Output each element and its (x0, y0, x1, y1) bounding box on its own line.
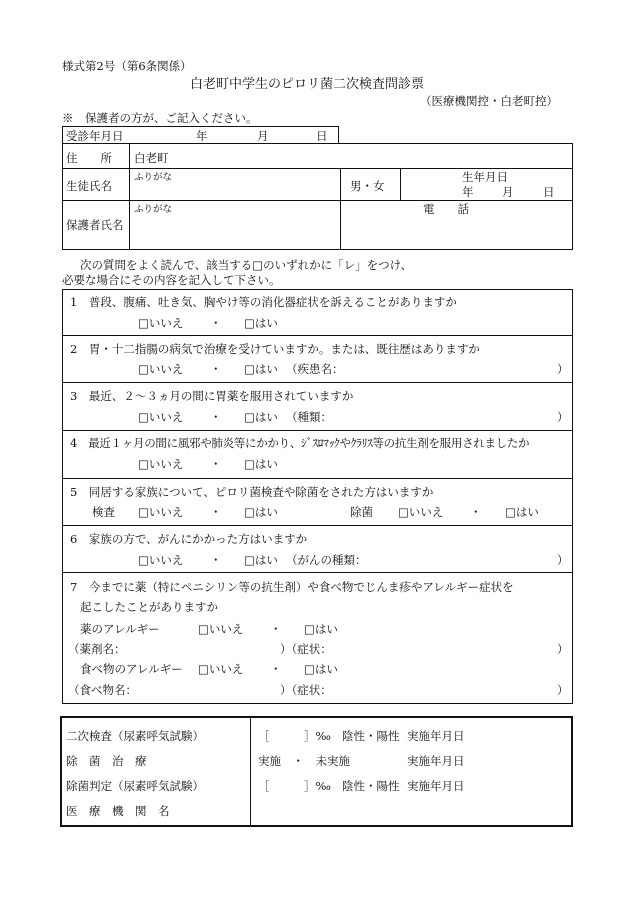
q6-dot: ・ (210, 553, 222, 567)
eradication-check-label: 除菌判定（尿素呼気試験） (66, 779, 204, 793)
q5-exam-dot: ・ (210, 505, 222, 519)
q7-food-dot: ・ (270, 662, 282, 676)
address-value[interactable]: 白老町 (134, 151, 169, 165)
q7-drug-dot: ・ (270, 622, 282, 636)
q7-text-2: 起こしたことがありますか (80, 600, 218, 614)
page-title: 白老町中学生のピロリ菌二次検査問診票 (190, 77, 425, 92)
q3-yes[interactable]: □はい (244, 410, 278, 424)
instruction-line-2: 必要な場合にその内容を記入して下さい。 (62, 273, 281, 287)
birth-day: 日 (543, 185, 555, 199)
address-label: 住 所 (66, 151, 112, 165)
urea-test-date: 実施年月日 (407, 729, 465, 743)
form-number: 様式第2号（第6条関係） (62, 59, 192, 73)
q2-dot: ・ (210, 362, 222, 376)
q2-text: 2 胃・十二指腸の病気で治療を受けていますか。または、既往歴はありますか (70, 342, 480, 356)
q7-food-name-label: （食べ物名： (68, 683, 137, 697)
q7-text-1: 7 今までに薬（特にペニシリン等の抗生剤）や食べ物でじんま疹やアレルギー症状を (70, 580, 514, 594)
q4-yes[interactable]: □はい (244, 457, 278, 471)
birth-label: 生年月日 (462, 170, 508, 184)
q7-drug-name-label: （薬剤名： (68, 642, 126, 656)
eradication-label: 除 菌 治 療 (66, 754, 147, 768)
q1-dot: ・ (210, 316, 222, 330)
q2-close-paren: ） (557, 362, 569, 376)
q5-erad-label: 除菌 (350, 505, 373, 519)
urea-test-value[interactable]: ［ ］‰ (258, 729, 331, 743)
q3-close-paren: ） (557, 410, 569, 424)
student-name-label: 生徒氏名 (66, 179, 112, 193)
urea-test-label: 二次検査（尿素呼気試験） (66, 729, 204, 743)
q2-yes[interactable]: □はい (244, 362, 278, 376)
birth-year: 年 (462, 185, 474, 199)
q7-food-symptom-label: ）（症状： (280, 683, 332, 697)
q2-no[interactable]: □いいえ (138, 362, 184, 376)
q5-exam-no[interactable]: □いいえ (138, 505, 184, 519)
q7-food-yes[interactable]: □はい (304, 662, 338, 676)
q7-drug-close-paren: ） (557, 642, 569, 656)
q7-food-label: 食べ物のアレルギー (80, 662, 183, 676)
notice: ※ 保護者の方が、ご記入ください。 (62, 111, 258, 125)
exam-date-day: 日 (316, 129, 328, 143)
q1-text: 1 普段、腹痛、吐き気、胸やけ等の消化器症状を訴えることがありますか (70, 295, 457, 309)
q7-food-no[interactable]: □いいえ (198, 662, 244, 676)
q6-yes[interactable]: □はい (244, 553, 278, 567)
q6-close-paren: ） (557, 553, 569, 567)
q4-no[interactable]: □いいえ (138, 457, 184, 471)
exam-date-label: 受診年月日 (66, 129, 124, 143)
q6-text: 6 家族の方で、がんにかかった方はいますか (70, 532, 308, 546)
institution-label: 医 療 機 関 名 (66, 804, 170, 818)
q6-no[interactable]: □いいえ (138, 553, 184, 567)
q7-drug-symptom-label: ）（症状： (280, 642, 332, 656)
instruction-line-1: 次の質問をよく読んで、該当する□のいずれかに「レ」をつけ、 (80, 258, 413, 272)
q7-drug-yes[interactable]: □はい (304, 622, 338, 636)
eradication-date: 実施年月日 (407, 754, 465, 768)
q5-erad-yes[interactable]: □はい (505, 505, 539, 519)
eradication-check-value[interactable]: ［ ］‰ (258, 779, 331, 793)
q4-text: 4 最近１ヶ月の間に風邪や肺炎等にかかり、ｼﾞｽﾛﾏｯｸやｸﾗﾘｽ等の抗生剤を服用されましたか (70, 436, 530, 450)
student-furigana: ふりがな (134, 172, 173, 183)
urea-test-result[interactable]: 陰性・陽性 (342, 729, 400, 743)
q5-erad-dot: ・ (470, 505, 482, 519)
q7-drug-no[interactable]: □いいえ (198, 622, 244, 636)
eradication-check-date: 実施年月日 (407, 779, 465, 793)
q7-food-close-paren: ） (557, 683, 569, 697)
phone-label: 電 話 (423, 202, 469, 216)
guardian-name-label: 保護者氏名 (66, 218, 124, 232)
q1-yes[interactable]: □はい (244, 316, 278, 330)
exam-date-month: 月 (257, 129, 269, 143)
student-sex[interactable]: 男・女 (350, 179, 385, 193)
q5-text: 5 同居する家族について、ピロリ菌検査や除菌をされた方はいますか (70, 485, 434, 499)
q5-erad-no[interactable]: □いいえ (398, 505, 444, 519)
q3-dot: ・ (210, 410, 222, 424)
eradication-check-result[interactable]: 陰性・陽性 (342, 779, 400, 793)
q3-text: 3 最近、２～３ヵ月の間に胃薬を服用されていますか (70, 389, 354, 403)
q1-no[interactable]: □いいえ (138, 316, 184, 330)
q3-no[interactable]: □いいえ (138, 410, 184, 424)
birth-month: 月 (502, 185, 514, 199)
subtitle: （医療機関控・白老町控） (420, 94, 558, 108)
exam-date-year: 年 (196, 129, 208, 143)
q5-exam-yes[interactable]: □はい (244, 505, 278, 519)
q6-detail-label: （がんの種類： (286, 553, 367, 567)
q3-detail-label: （種類： (286, 410, 332, 424)
q4-dot: ・ (210, 457, 222, 471)
q7-drug-label: 薬のアレルギー (80, 622, 160, 636)
guardian-furigana: ふりがな (134, 204, 173, 215)
q2-detail-label: （疾患名： (286, 362, 344, 376)
q5-exam-label: 検査 (92, 505, 115, 519)
eradication-status[interactable]: 実施 ・ 未実施 (258, 754, 350, 768)
